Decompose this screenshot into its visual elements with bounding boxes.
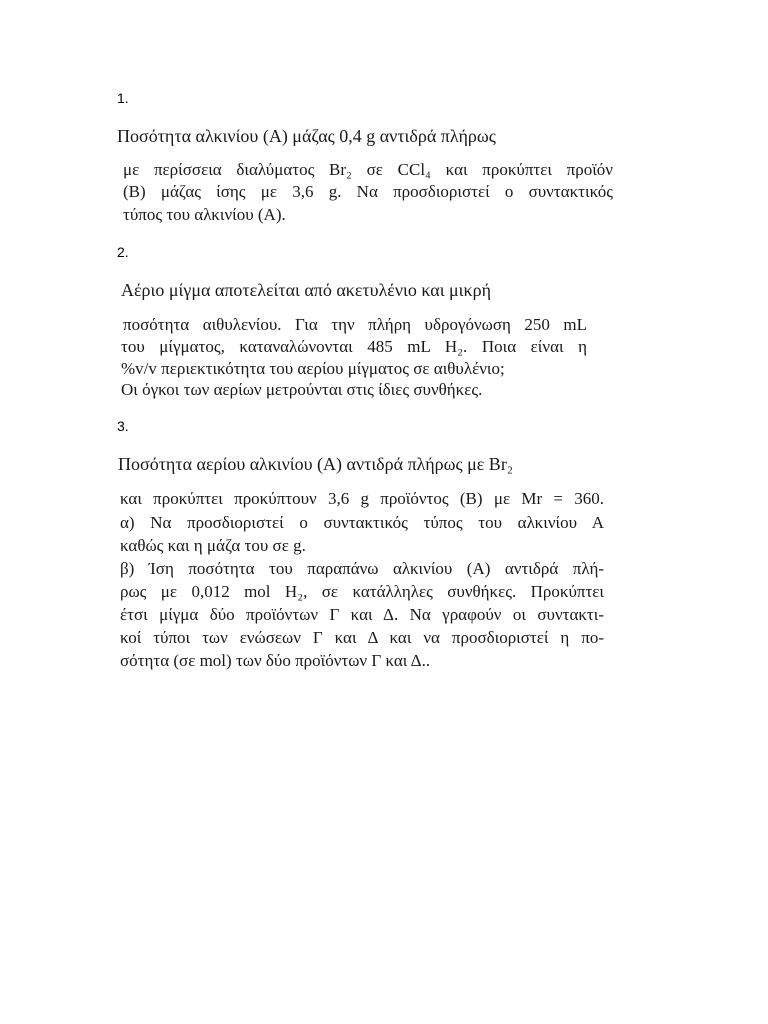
problem-heading: Ποσότητα αερίου αλκινίου (Α) αντιδρά πλήρως με Br₂ [118,454,514,474]
problem-text-line: κοί τύποι των ενώσεων Γ και Δ και να προσδιοριστεί η πο- [120,628,604,647]
problem-number: 1. [117,90,129,106]
problem-text-line: β) Ίση ποσότητα του παραπάνω αλκινίου (Α) αντιδρά πλή- [120,559,604,578]
problem-text-line: έτσι μίγμα δύο προϊόντων Γ και Δ. Να γραφούν οι συντακτι- [120,605,604,624]
problem-heading: Ποσότητα αλκινίου (Α) μάζας 0,4 g αντιδρά πλήρως [117,126,496,146]
problem-number: 3. [117,418,129,434]
problem-heading: Αέριο μίγμα αποτελείται από ακετυλένιο και μικρή [121,280,491,300]
problem-text-line: ποσότητα αιθυλενίου. Για την πλήρη υδρογόνωση 250 mL [123,315,587,334]
problem-number: 2. [117,244,129,260]
problem-text-line: σότητα (σε mol) των δύο προϊόντων Γ και Δ.. [120,651,431,670]
problem-text-line: με περίσσεια διαλύματος Br₂ σε CCl₄ και προκύπτει προϊόν [123,160,613,179]
problem-text-line: καθώς και η μάζα του σε g. [120,536,306,555]
problem-text-line: %v/v περιεκτικότητα του αερίου μίγματος σε αιθυλένιο; [121,359,505,378]
problem-text-line: Οι όγκοι των αερίων μετρούνται στις ίδιες συνθήκες. [121,380,483,399]
problem-text-line: ρως με 0,012 mol H₂, σε κατάλληλες συνθήκες. Προκύπτει [120,582,604,601]
problem-text-line: και προκύπτει προκύπτουν 3,6 g προϊόντος (Β) με Mr = 360. [120,489,604,508]
problem-text-line: του μίγματος, καταναλώνονται 485 mL H₂. Ποια είναι η [121,337,587,356]
problem-text-line: τύπος του αλκινίου (Α). [123,205,286,224]
problem-text-line: (Β) μάζας ίσης με 3,6 g. Να προσδιοριστεί ο συντακτικός [123,182,613,201]
problem-text-line: α) Να προσδιοριστεί ο συντακτικός τύπος του αλκινίου Α [120,513,604,532]
